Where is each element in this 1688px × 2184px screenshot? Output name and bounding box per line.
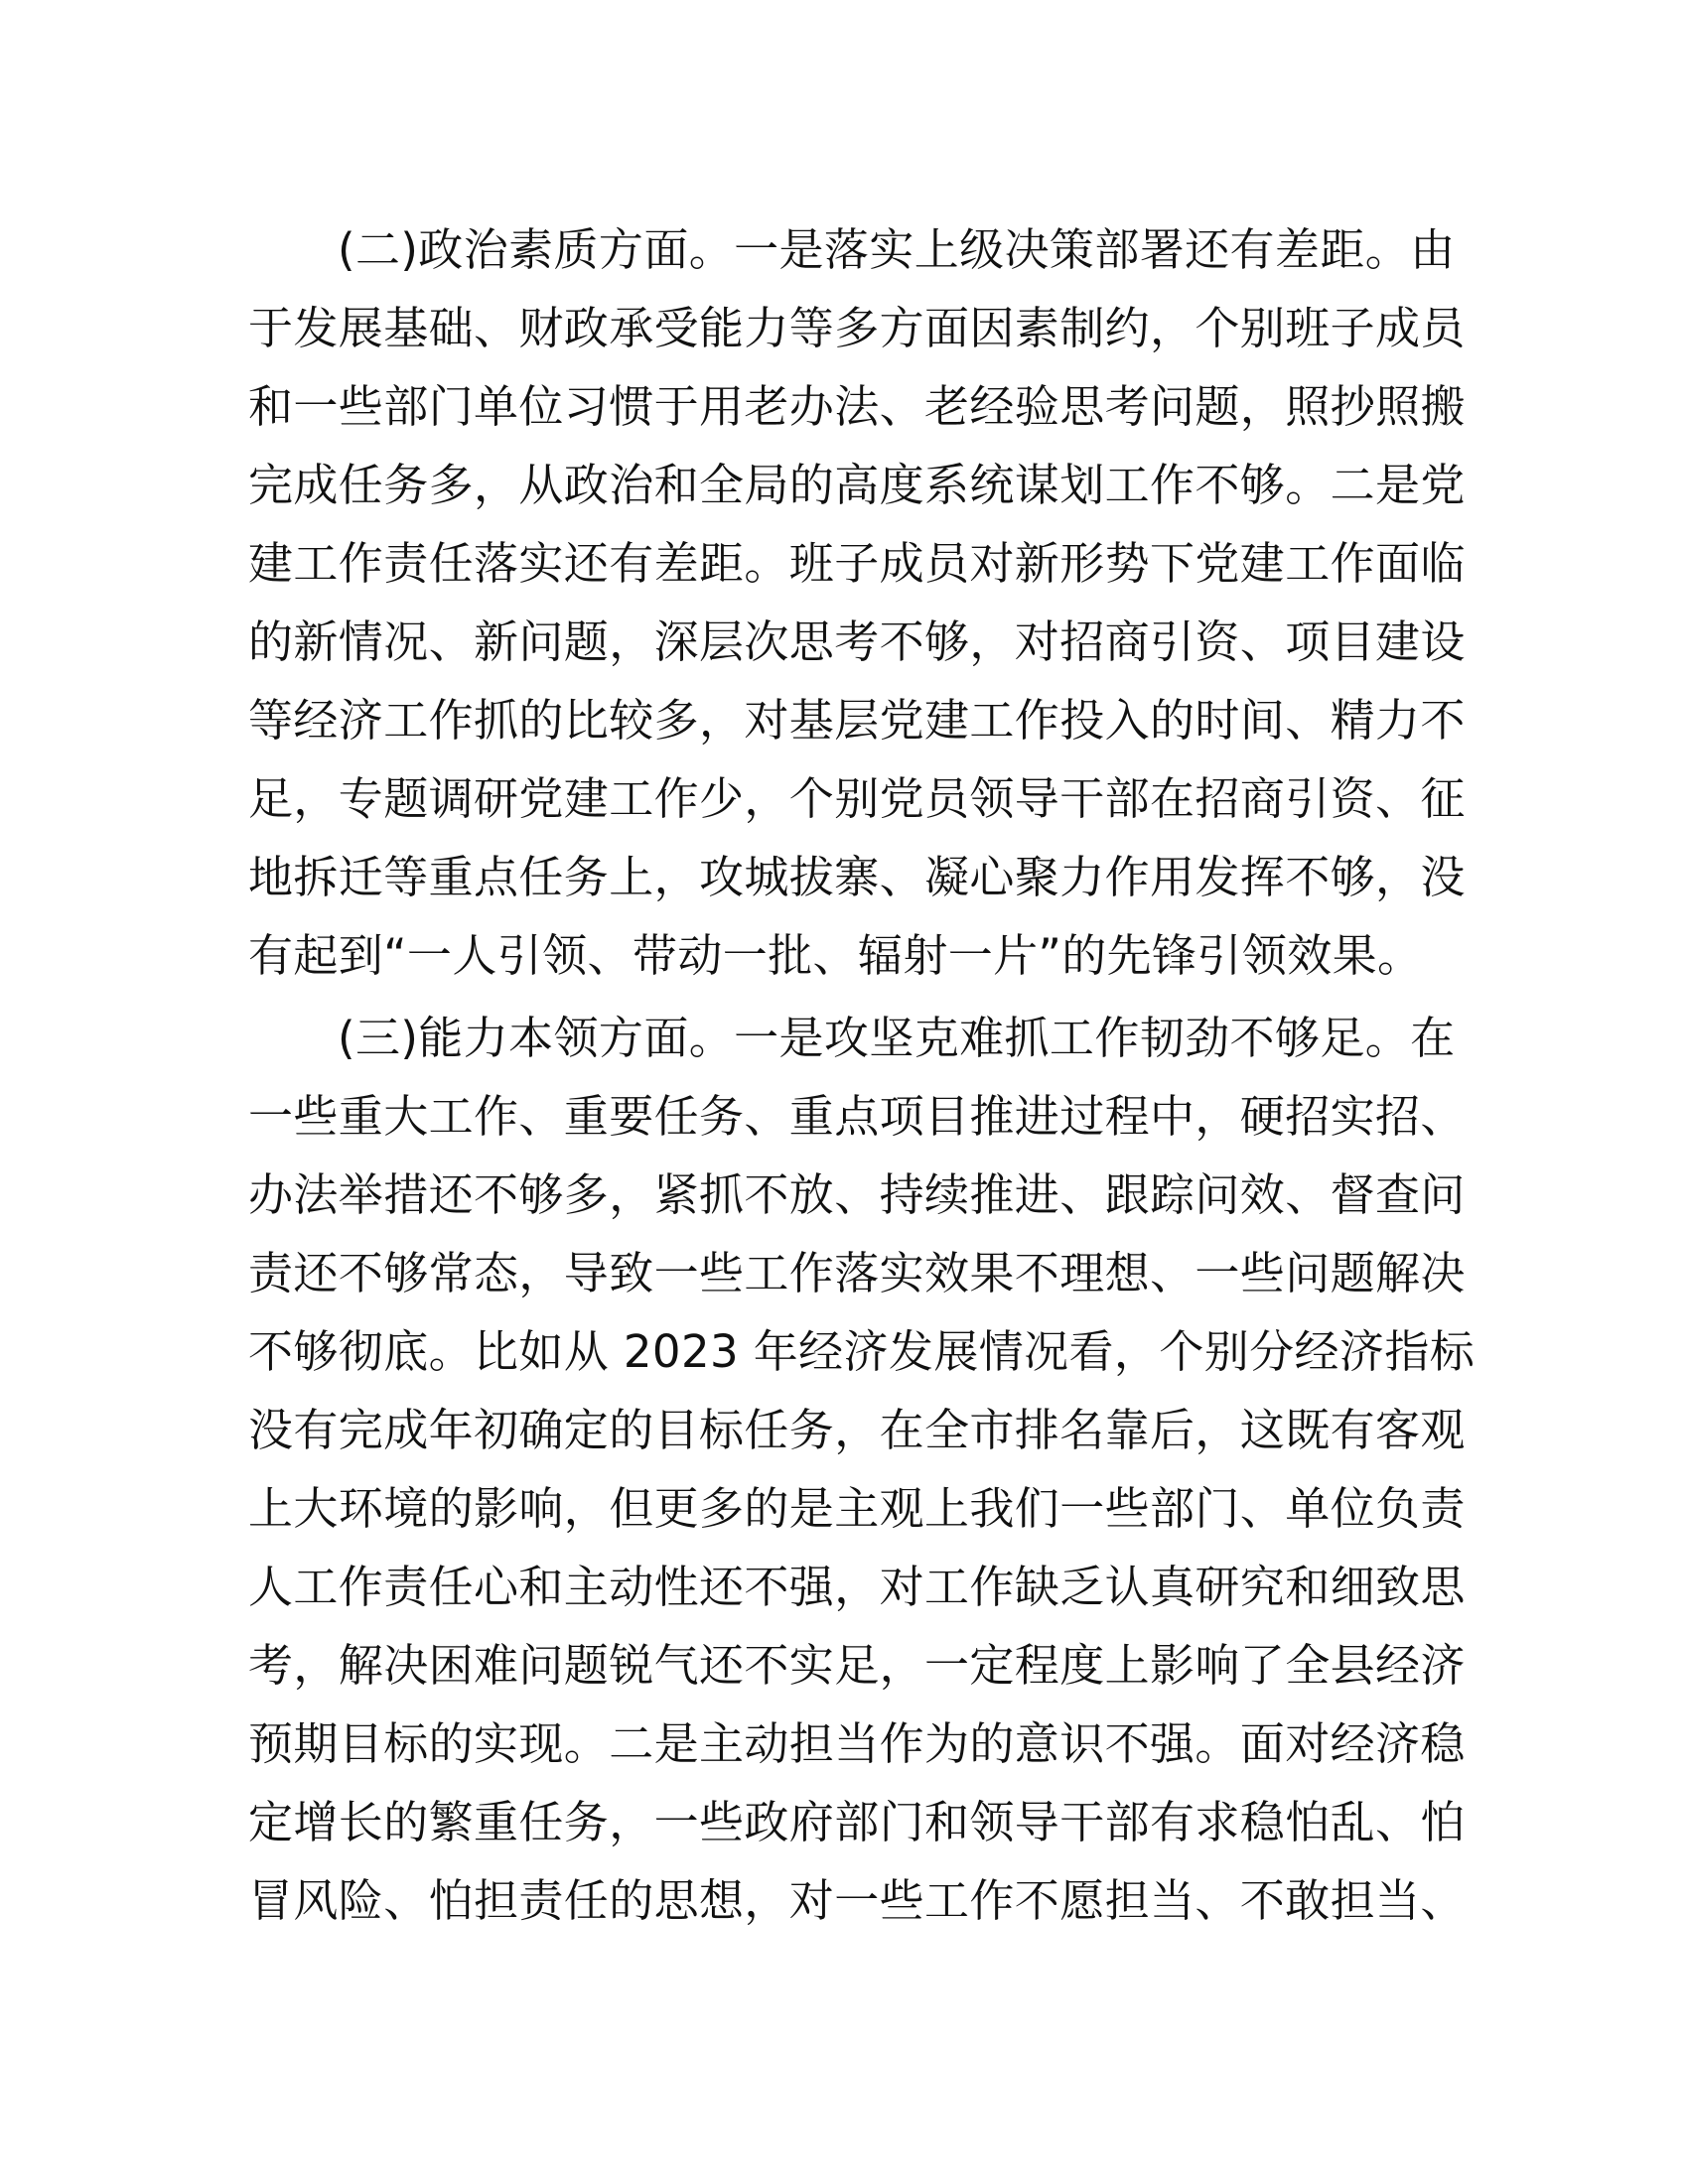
text-line: 一些重大工作、重要任务、重点项目推进过程中，硬招实招、 (248, 1090, 1466, 1143)
text-line: 没有完成年初确定的目标任务，在全市排名靠后，这既有客观 (248, 1404, 1466, 1456)
text-line: 上大环境的影响，但更多的是主观上我们一些部门、单位负责 (248, 1482, 1466, 1535)
text-line: 考，解决困难问题锐气还不实足，一定程度上影响了全县经济 (248, 1639, 1466, 1692)
text-line: 足，专题调研党建工作少，个别党员领导干部在招商引资、征 (248, 772, 1466, 825)
text-line: 地拆迁等重点任务上，攻城拔寨、凝心聚力作用发挥不够，没 (248, 851, 1466, 903)
text-line: 等经济工作抓的比较多，对基层党建工作投入的时间、精力不 (248, 694, 1466, 747)
text-line: 预期目标的实现。二是主动担当作为的意识不强。面对经济稳 (248, 1717, 1466, 1770)
text-line: (二)政治素质方面。一是落实上级决策部署还有差距。由 (338, 223, 1456, 276)
document-body (248, 210, 1476, 1940)
text-line: 办法举措还不够多，紧抓不放、持续推进、跟踪问效、督查问 (248, 1168, 1466, 1221)
text-line: 不够彻底。比如从 2023 年经济发展情况看，个别分经济指标 (248, 1325, 1476, 1378)
paragraph-political-quality (248, 210, 1466, 995)
text-line: 责还不够常态，导致一些工作落实效果不理想、一些问题解决 (248, 1247, 1466, 1299)
text-line: 有起到“一人引领、带动一批、辐射一片”的先锋引领效果。 (248, 929, 1423, 982)
text-line: 定增长的繁重任务，一些政府部门和领导干部有求稳怕乱、怕 (248, 1796, 1466, 1848)
text-line: 人工作责任心和主动性还不强，对工作缺乏认真研究和细致思 (248, 1561, 1466, 1613)
text-line: 建工作责任落实还有差距。班子成员对新形势下党建工作面临 (248, 537, 1466, 590)
text-line: 于发展基础、财政承受能力等多方面因素制约，个别班子成员 (248, 302, 1466, 354)
text-line: 冒风险、怕担责任的思想，对一些工作不愿担当、不敢担当、 (248, 1874, 1466, 1927)
text-line: (三)能力本领方面。一是攻坚克难抓工作韧劲不够足。在 (338, 1012, 1456, 1064)
text-line: 和一些部门单位习惯于用老办法、老经验思考问题，照抄照搬 (248, 380, 1466, 433)
text-line: 的新情况、新问题，深层次思考不够，对招商引资、项目建设 (248, 615, 1466, 668)
paragraph-ability (248, 999, 1476, 1940)
text-line: 完成任务多，从政治和全局的高度系统谋划工作不够。二是党 (248, 459, 1466, 511)
